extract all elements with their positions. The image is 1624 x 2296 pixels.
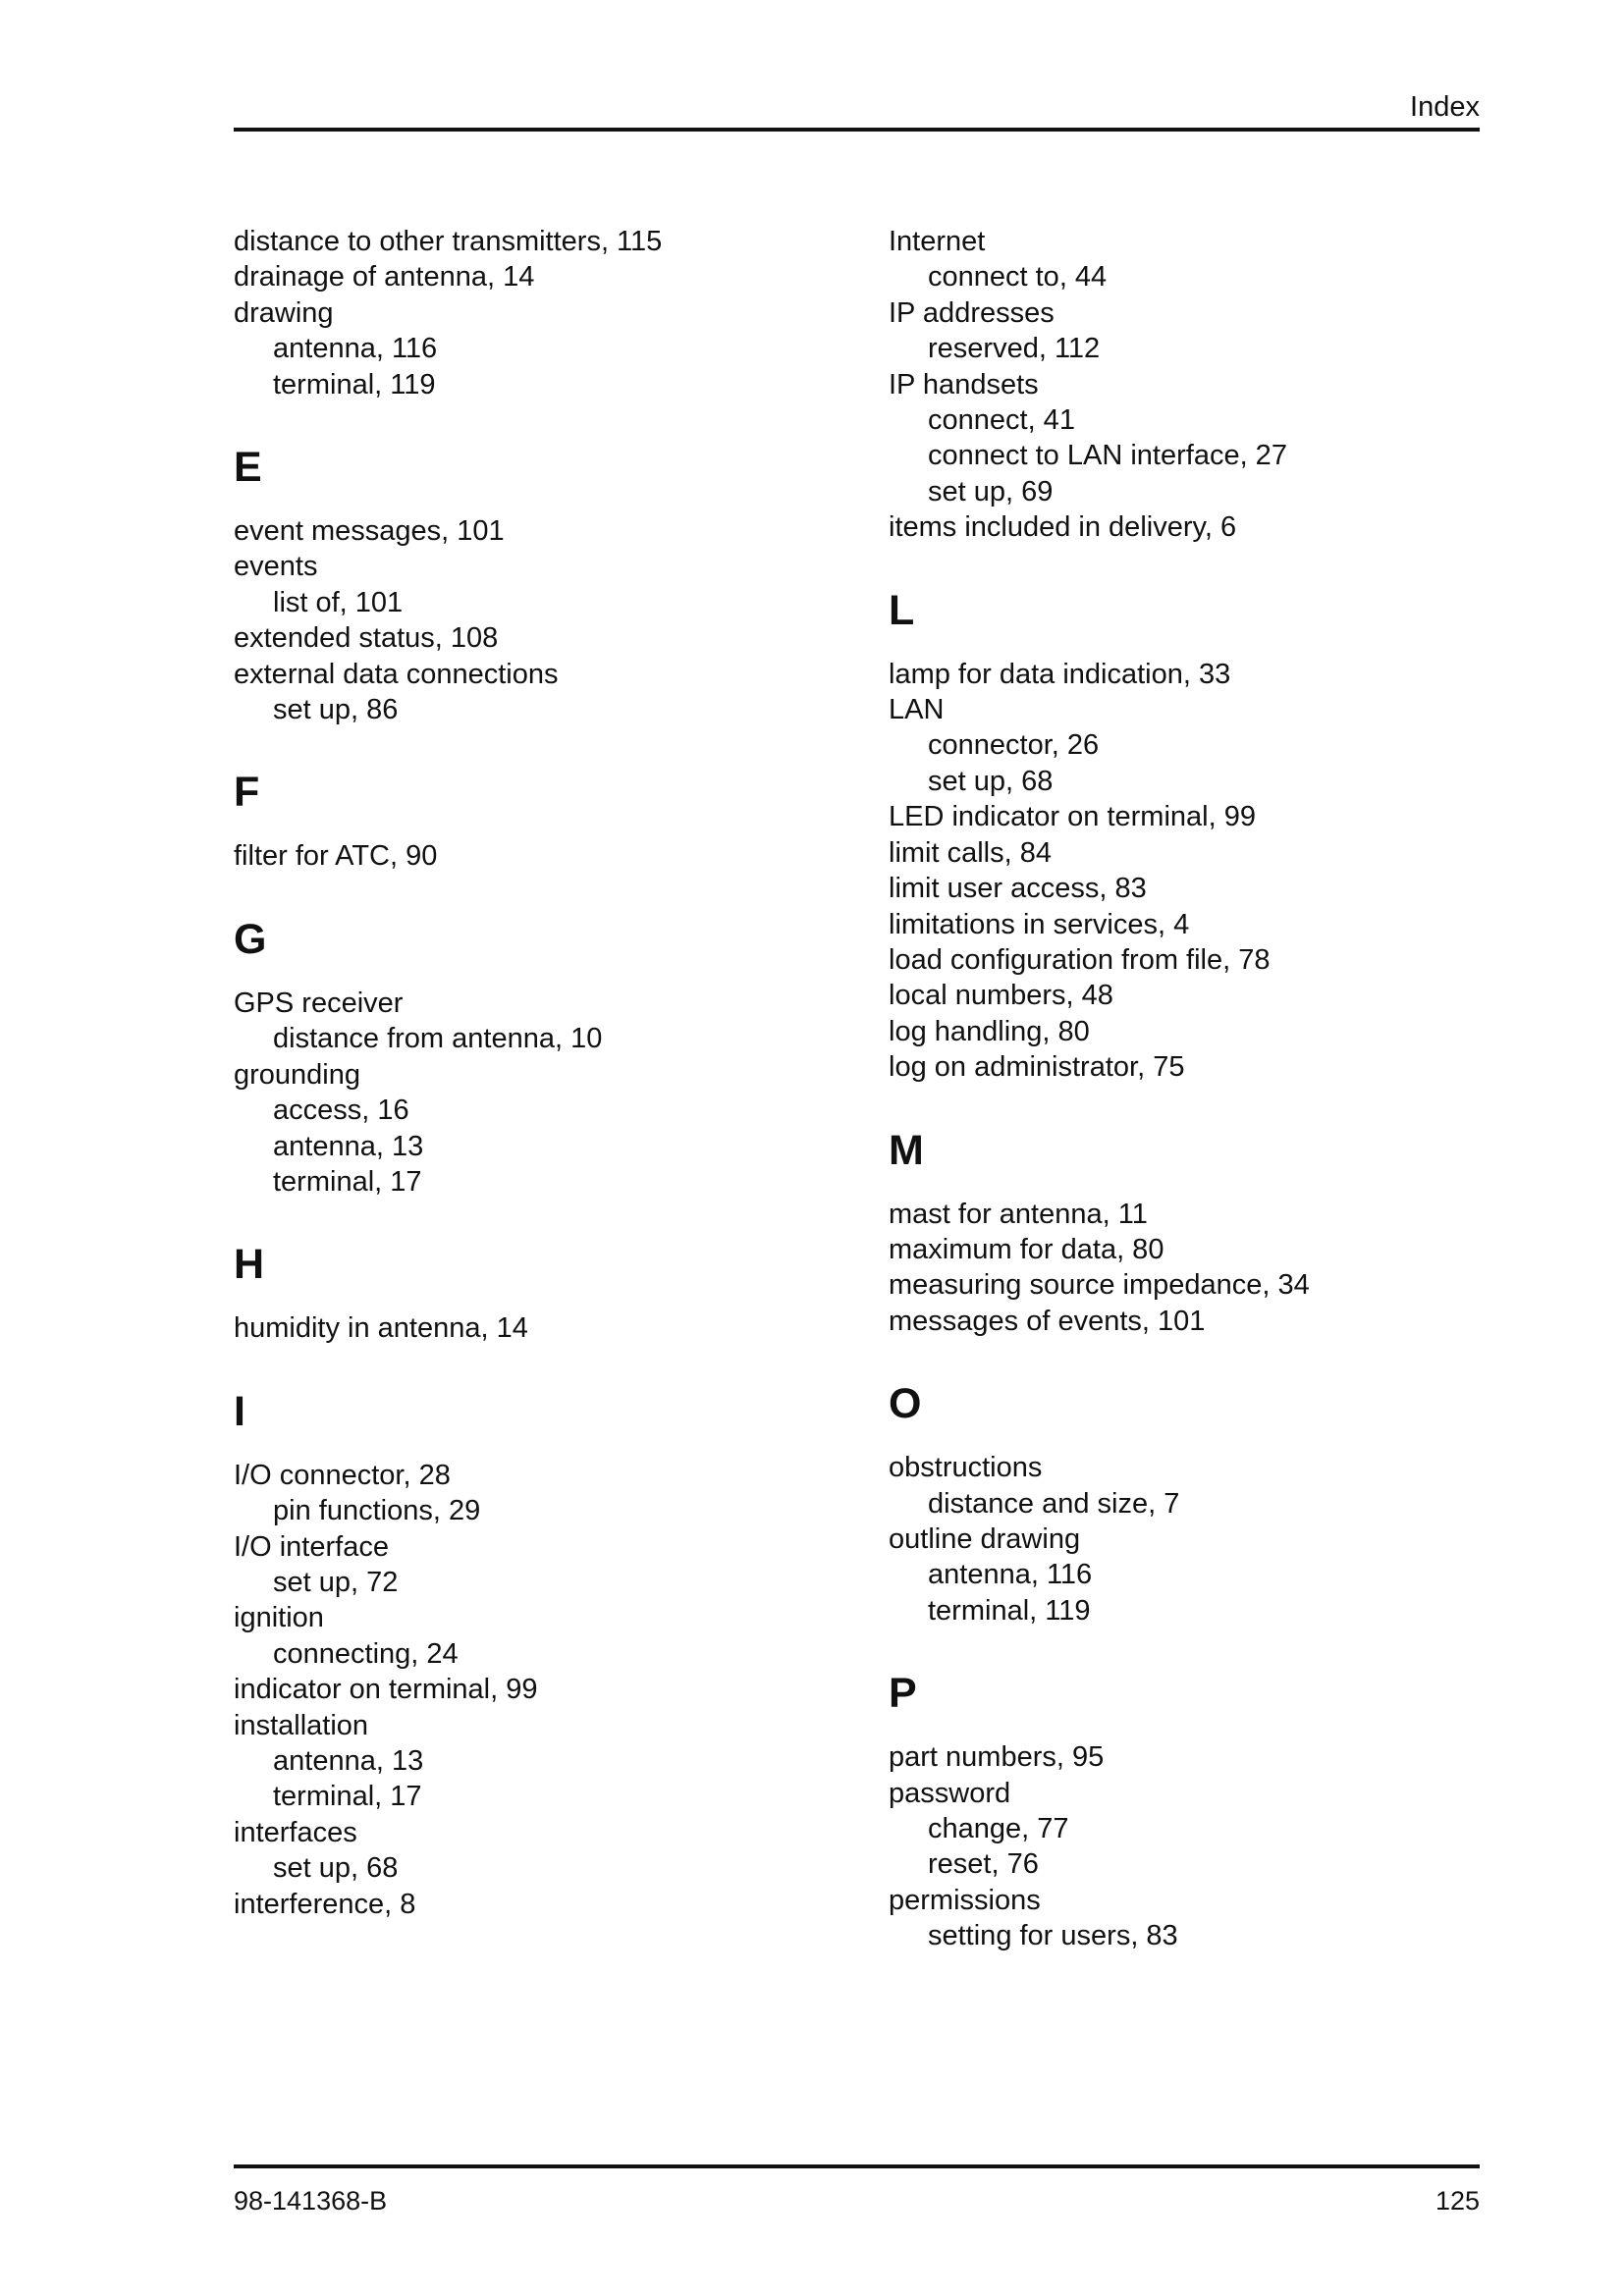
index-entry: LED indicator on terminal, 99 xyxy=(889,801,1256,833)
index-entry: external data connections xyxy=(234,658,559,690)
index-entry: permissions xyxy=(889,1884,1041,1916)
footer-page-number: 125 xyxy=(1435,2186,1480,2216)
index-subentry: terminal, 17 xyxy=(273,1781,422,1813)
index-entry: drawing xyxy=(234,296,334,329)
index-section-m xyxy=(889,1127,1497,1340)
index-entry: event messages, 101 xyxy=(234,515,505,548)
index-section-g xyxy=(234,916,842,1200)
index-entry: interference, 8 xyxy=(234,1888,416,1920)
index-subentry: reserved, 112 xyxy=(928,333,1101,365)
index-entry: measuring source impedance, 34 xyxy=(889,1269,1310,1302)
index-entry: LAN xyxy=(889,694,945,726)
section-letter-heading: M xyxy=(889,1126,924,1174)
index-entry: I/O connector, 28 xyxy=(234,1459,451,1491)
index-subentry: setting for users, 83 xyxy=(928,1920,1178,1952)
index-subentry: connect to LAN interface, 27 xyxy=(928,440,1287,472)
section-letter-heading: P xyxy=(889,1670,917,1718)
index-subentry: antenna, 13 xyxy=(273,1130,424,1162)
index-entry: part numbers, 95 xyxy=(889,1741,1105,1774)
index-section-i xyxy=(234,1388,842,1922)
index-entry: events xyxy=(234,551,318,583)
index-subentry: terminal, 119 xyxy=(928,1594,1091,1627)
index-section-e xyxy=(234,444,842,727)
index-entry: I/O interface xyxy=(234,1530,389,1563)
index-subentry: terminal, 17 xyxy=(273,1165,422,1198)
index-entry: limit calls, 84 xyxy=(889,836,1052,869)
section-letter-heading: L xyxy=(889,586,915,634)
index-entry: IP addresses xyxy=(889,296,1055,329)
index-subentry: change, 77 xyxy=(928,1813,1069,1844)
index-section-p xyxy=(889,1670,1497,1953)
index-entry: mast for antenna, 11 xyxy=(889,1198,1148,1230)
page-header-title: Index xyxy=(1410,91,1480,123)
index-entry: log handling, 80 xyxy=(889,1015,1090,1047)
index-entry: GPS receiver xyxy=(234,987,404,1019)
section-letter-heading: I xyxy=(234,1387,245,1435)
index-subentry: set up, 68 xyxy=(928,765,1054,797)
index-column-right xyxy=(889,224,1497,1954)
index-entry: indicator on terminal, 99 xyxy=(234,1674,538,1706)
footer-document-number: 98-141368-B xyxy=(234,2186,388,2216)
index-entry: drainage of antenna, 14 xyxy=(234,261,535,294)
index-subentry: connecting, 24 xyxy=(273,1637,459,1670)
index-section-l xyxy=(889,587,1497,1086)
index-entry: filter for ATC, 90 xyxy=(234,840,438,873)
section-letter-heading: G xyxy=(234,915,267,963)
index-entry: outline drawing xyxy=(889,1522,1081,1555)
section-letter-heading: F xyxy=(234,769,260,817)
index-section-f xyxy=(234,769,842,874)
index-entry: log on administrator, 75 xyxy=(889,1051,1185,1084)
index-entry: load configuration from file, 78 xyxy=(889,943,1271,976)
section-letter-heading: O xyxy=(889,1380,922,1428)
header-rule xyxy=(234,128,1480,132)
index-entry: humidity in antenna, 14 xyxy=(234,1312,528,1345)
index-entry: grounding xyxy=(234,1058,360,1091)
index-entry: lamp for data indication, 33 xyxy=(889,658,1231,690)
index-entry: distance to other transmitters, 115 xyxy=(234,226,663,257)
index-entry: messages of events, 101 xyxy=(889,1305,1206,1337)
index-entry: obstructions xyxy=(889,1452,1043,1484)
index-entry: IP handsets xyxy=(889,368,1039,400)
index-entry: limitations in services, 4 xyxy=(889,908,1190,940)
index-subentry: access, 16 xyxy=(273,1095,409,1127)
index-entry: items included in delivery, 6 xyxy=(889,511,1237,544)
index-subentry: list of, 101 xyxy=(273,586,404,618)
index-entry: local numbers, 48 xyxy=(889,980,1113,1012)
index-entry: extended status, 108 xyxy=(234,622,499,655)
index-entry: installation xyxy=(234,1709,369,1741)
index-subentry: antenna, 13 xyxy=(273,1744,424,1777)
index-subentry: terminal, 119 xyxy=(273,368,436,400)
index-subentry: set up, 72 xyxy=(273,1566,399,1598)
index-entry: Internet xyxy=(889,226,986,257)
index-subentry: connect, 41 xyxy=(928,404,1075,437)
index-entry: ignition xyxy=(234,1602,324,1634)
index-subentry: reset, 76 xyxy=(928,1848,1039,1881)
index-entry: limit user access, 83 xyxy=(889,873,1147,905)
index-column-left xyxy=(234,224,842,1922)
index-subentry: pin functions, 29 xyxy=(273,1495,481,1527)
index-subentry: distance and size, 7 xyxy=(928,1487,1180,1520)
index-section-o xyxy=(889,1380,1497,1629)
index-entry: maximum for data, 80 xyxy=(889,1233,1164,1265)
section-letter-heading: E xyxy=(234,444,262,492)
index-subentry: set up, 68 xyxy=(273,1852,399,1885)
index-subentry: connect to, 44 xyxy=(928,261,1108,294)
index-subentry: set up, 69 xyxy=(928,475,1054,507)
index-subentry: set up, 86 xyxy=(273,694,399,726)
index-section-h xyxy=(234,1241,842,1346)
index-entry: interfaces xyxy=(234,1816,357,1848)
index-subentry: distance from antenna, 10 xyxy=(273,1023,603,1055)
section-letter-heading: H xyxy=(234,1241,265,1289)
footer-rule xyxy=(234,2164,1480,2168)
index-subentry: antenna, 116 xyxy=(928,1559,1093,1591)
index-entry: password xyxy=(889,1777,1011,1809)
index-subentry: connector, 26 xyxy=(928,729,1100,762)
index-subentry: antenna, 116 xyxy=(273,333,438,365)
